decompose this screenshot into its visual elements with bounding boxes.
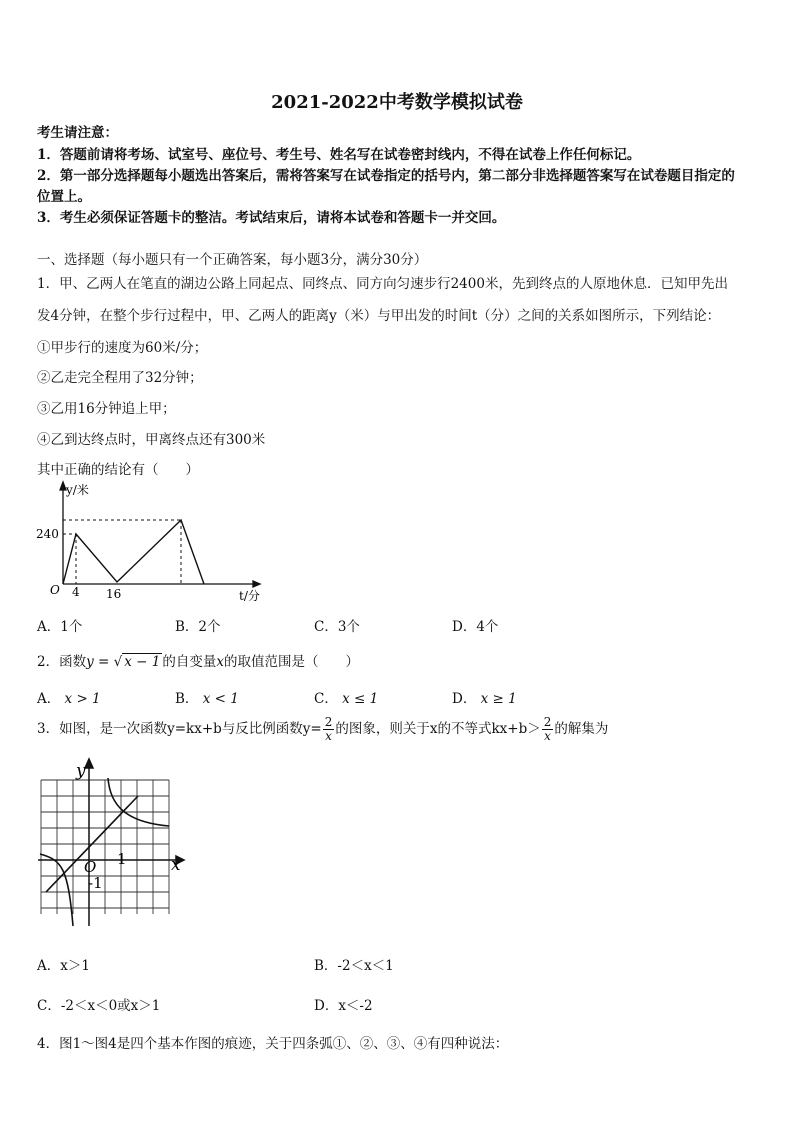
q3-part3: 的解集为 xyxy=(554,721,609,737)
x-axis-arrow-icon xyxy=(253,581,260,587)
q1-conclusion-2: ②乙走完全程用了32分钟； xyxy=(37,370,203,386)
q1-stem-line2: 发4分钟，在整个步行过程中，甲、乙两人的距离y（米）与甲出发的时间t（分）之间的关系如图所示，下列结论： xyxy=(37,308,721,324)
q2-prefix: 2．函数 xyxy=(37,654,87,670)
q1-conclusion-4: ④乙到达终点时，甲离终点还有300米 xyxy=(37,432,266,448)
origin-label: O xyxy=(84,858,97,876)
q1-option-a[interactable]: A．1个 xyxy=(37,619,83,635)
q1-conclusion-1: ①甲步行的速度为60米/分； xyxy=(37,340,208,356)
y-label: y xyxy=(76,761,86,781)
x-axis-label: t/分 xyxy=(239,589,260,603)
q2-option-c[interactable] xyxy=(314,687,378,707)
q3-part1: 3．如图，是一次函数y=kx+b与反比例函数y= xyxy=(37,721,322,737)
frac-num: 2 xyxy=(324,715,333,729)
sqrt-icon: √ xyxy=(113,654,123,670)
option-expr: x < 1 xyxy=(202,691,239,707)
q2-option-a[interactable] xyxy=(37,687,101,707)
q3-option-d[interactable]: D．x＜-2 xyxy=(314,998,373,1014)
frac-num: 2 xyxy=(543,715,552,729)
q2-fn-y: y xyxy=(86,654,94,670)
y-axis-arrow-icon xyxy=(85,759,93,768)
q2-stem xyxy=(37,650,359,670)
option-label: D． xyxy=(452,691,477,707)
q1-question: 其中正确的结论有（ ） xyxy=(37,462,199,478)
q3-part2: 的图象，则关于x的不等式kx+b＞ xyxy=(335,721,541,737)
frac-den: x xyxy=(544,729,551,743)
notice-heading: 考生请注意： xyxy=(37,125,118,141)
option-label: A． xyxy=(37,691,61,707)
option-label: C． xyxy=(314,691,338,707)
q1-option-c[interactable]: C．3个 xyxy=(314,619,360,635)
q1-stem-line1: 1．甲、乙两人在笔直的湖边公路上同起点、同终点、同方向匀速步行2400米，先到终点的人原地休息．已知甲先出 xyxy=(37,276,728,292)
x-tick-16: 16 xyxy=(106,587,122,601)
q4-stem: 4．图1～图4是四个基本作图的痕迹，关于四条弧①、②、③、④有四种说法： xyxy=(37,1036,509,1052)
y-axis-label: y/米 xyxy=(66,483,89,497)
tick-neg1: -1 xyxy=(88,874,103,892)
q1-option-b[interactable]: B．2个 xyxy=(175,619,221,635)
q2-option-d[interactable] xyxy=(452,687,517,707)
notice-item-3: 3．考生必须保证答题卡的整洁。考试结束后，请将本试卷和答题卡一并交回。 xyxy=(37,210,506,226)
q2-fn-eq: = xyxy=(93,654,114,670)
notice-item-2: 2．第一部分选择题每小题选出答案后，需将答案写在试卷指定的括号内，第二部分非选择题答案写在试卷题目指定的 xyxy=(37,168,735,184)
distance-line xyxy=(63,520,204,584)
x-tick-4: 4 xyxy=(72,585,80,599)
fraction xyxy=(542,716,554,743)
q3-option-b[interactable]: B．-2＜x＜1 xyxy=(314,958,394,974)
origin-label: O xyxy=(50,583,60,597)
option-expr: x ≥ 1 xyxy=(480,691,517,707)
option-expr: x ≤ 1 xyxy=(342,691,379,707)
q2-var: x xyxy=(216,654,224,670)
notice-item-2-cont: 位置上。 xyxy=(37,189,91,205)
notice-item-1: 1．答题前请将考场、试室号、座位号、考生号、姓名写在试卷密封线内，不得在试卷上作任何标记。 xyxy=(37,147,641,163)
q3-option-c[interactable]: C．-2＜x＜0或x＞1 xyxy=(37,998,161,1014)
q2-suffix2: 的取值范围是（ ） xyxy=(223,654,359,670)
q1-option-d[interactable]: D．4个 xyxy=(452,619,499,635)
q2-radicand: x − 1 xyxy=(124,654,161,670)
q1-graph xyxy=(30,478,270,606)
q3-graph xyxy=(38,756,188,932)
q2-option-b[interactable] xyxy=(175,687,239,707)
hyperbola-branch-2 xyxy=(40,854,73,926)
frac-den: x xyxy=(325,729,332,743)
y-tick-240: 240 xyxy=(36,527,59,541)
tick-1: 1 xyxy=(117,850,127,868)
option-expr: x > 1 xyxy=(64,691,101,707)
page-title: 2021-2022中考数学模拟试卷 xyxy=(271,92,523,113)
q3-stem xyxy=(37,716,608,743)
fraction xyxy=(323,716,335,743)
option-label: B． xyxy=(175,691,199,707)
q2-suffix: 的自变量 xyxy=(162,654,217,670)
q3-option-a[interactable]: A．x＞1 xyxy=(37,958,90,974)
q1-conclusion-3: ③乙用16分钟追上甲； xyxy=(37,401,176,417)
section-heading: 一、选择题（每小题只有一个正确答案，每小题3分，满分30分） xyxy=(37,252,428,268)
x-label: x xyxy=(171,855,181,875)
